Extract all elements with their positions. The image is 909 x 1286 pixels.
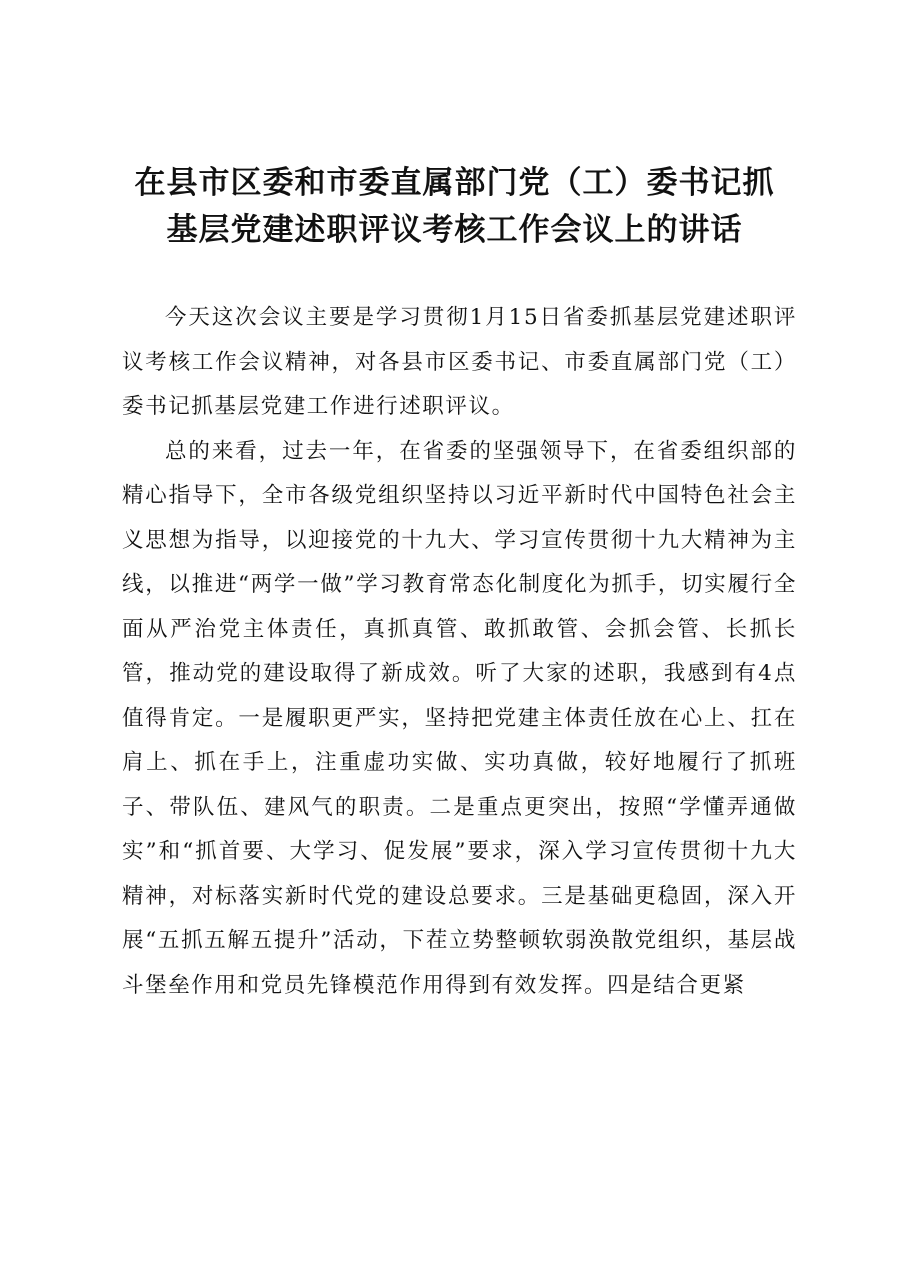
title-line-1: 在县市区委和市委直属部门党（工）委书记抓 (134, 165, 775, 201)
document-title (100, 160, 809, 254)
paragraph-2: 总的来看，过去一年，在省委的坚强领导下，在省委组织部的精心指导下，全市各级党组织坚持以习近平新时代中国特色社会主义思想为指导，以迎接党的十九大、学习宣传贯彻十九大精神为主线，以推进“两学一做”学习教育常态化制度化为抓手，切实履行全面从严治党主体责任，真抓真管、敢抓敢管、会抓会管、长抓长管，推动党的建设取得了新成效。听了大家的述职，我感到有4点值得肯定。一是履职更严实，坚持把党建主体责任放在心上、扛在肩上、抓在手上，注重虚功实做、实功真做，较好地履行了抓班子、带队伍、建风气的职责。二是重点更突出，按照“学懂弄通做实”和“抓首要、大学习、促发展”要求，深入学习宣传贯彻十九大精神，对标落实新时代党的建设总要求。三是基础更稳固，深入开展“五抓五解五提升”活动，下茬立势整顿软弱涣散党组织，基层战斗堡垒作用和党员先锋模范作用得到有效发挥。四是结合更紧 (122, 438, 797, 998)
paragraph-1: 今天这次会议主要是学习贯彻1月15日省委抓基层党建述职评议考核工作会议精神，对各县市区委书记、市委直属部门党（工）委书记抓基层党建工作进行述职评议。 (122, 305, 797, 419)
document-body (122, 296, 797, 1008)
title-line-2: 基层党建述职评议考核工作会议上的讲话 (166, 212, 743, 248)
